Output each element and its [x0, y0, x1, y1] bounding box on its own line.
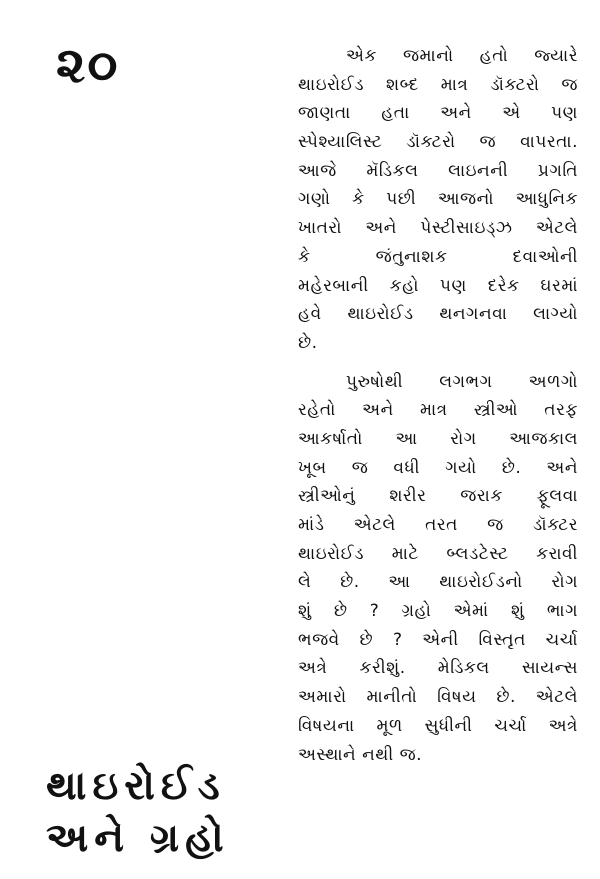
text-line: લે છે. આ થાઇરોઈડનો રોગ — [298, 572, 578, 593]
text-line: કે જંતુનાશક દવાઓની — [298, 246, 578, 267]
text-line: રહેતો અને માત્ર સ્ત્રીઓ તરફ — [298, 400, 578, 421]
text-line: આજે મૅડિકલ લાઇનની પ્રગતિ — [298, 160, 578, 181]
text-line: ખૂબ જ વધી ગયો છે. અને — [298, 457, 578, 478]
text-line: અત્રે કરીશું. મેડિકલ સાયન્સ — [298, 658, 578, 679]
text-line: થાઇરોઈડ માટે બ્લડટેસ્ટ કરાવી — [298, 543, 578, 564]
text-line: હવે થાઇરોઈડ થનગનવા લાગ્યો — [298, 304, 578, 325]
text-line: ખાતરો અને પેસ્ટીસાઇડ્ઝ એટલે — [298, 218, 578, 239]
chapter-title — [46, 760, 276, 864]
text-line: ભજવે છે ? એની વિસ્તૃત ચર્ચા — [298, 629, 578, 650]
text-line: શું છે ? ગ્રહો એમાં શું ભાગ — [298, 601, 578, 622]
chapter-number: ૨૦ — [56, 36, 120, 94]
text-line: અસ્થાને નથી જ. — [298, 744, 423, 765]
body-text — [298, 42, 578, 769]
text-line: છે. — [298, 332, 318, 353]
text-line: અમારો માનીતો વિષય છે. એટલે — [298, 687, 578, 708]
text-line: વિષયના મૂળ સુધીની ચર્ચા અત્રે — [298, 715, 578, 736]
text-line: જાણતા હતા અને એ પણ — [298, 103, 578, 124]
text-line: થાઇરોઈડ શબ્દ માત્ર ડૉક્ટરો જ — [298, 74, 578, 95]
text-line: મહેરબાની કહો પણ દરેક ઘરમાં — [298, 275, 578, 296]
text-line: સ્પેશ્યાલિસ્ટ ડૉક્ટરો જ વાપરતા. — [298, 132, 578, 153]
text-line: આકર્ષાતો આ રોગ આજકાલ — [298, 428, 578, 449]
chapter-title-line: થાઇરોઈડ — [46, 763, 226, 809]
paragraph-2 — [298, 368, 578, 770]
text-line: એક જમાનો હતો જ્યારે — [346, 46, 578, 66]
chapter-title-line: અને ગ્રહો — [46, 815, 230, 861]
text-line: ગણો કે પછી આજનો આધુનિક — [298, 189, 578, 210]
text-line: સ્ત્રીઓનું શરીર જરાક ફૂલવા — [298, 486, 578, 507]
paragraph-1 — [298, 42, 578, 358]
text-line: પુરુષોથી લગભગ અળગો — [346, 371, 578, 392]
text-line: માંડે એટલે તરત જ ડૉક્ટર — [298, 515, 578, 535]
